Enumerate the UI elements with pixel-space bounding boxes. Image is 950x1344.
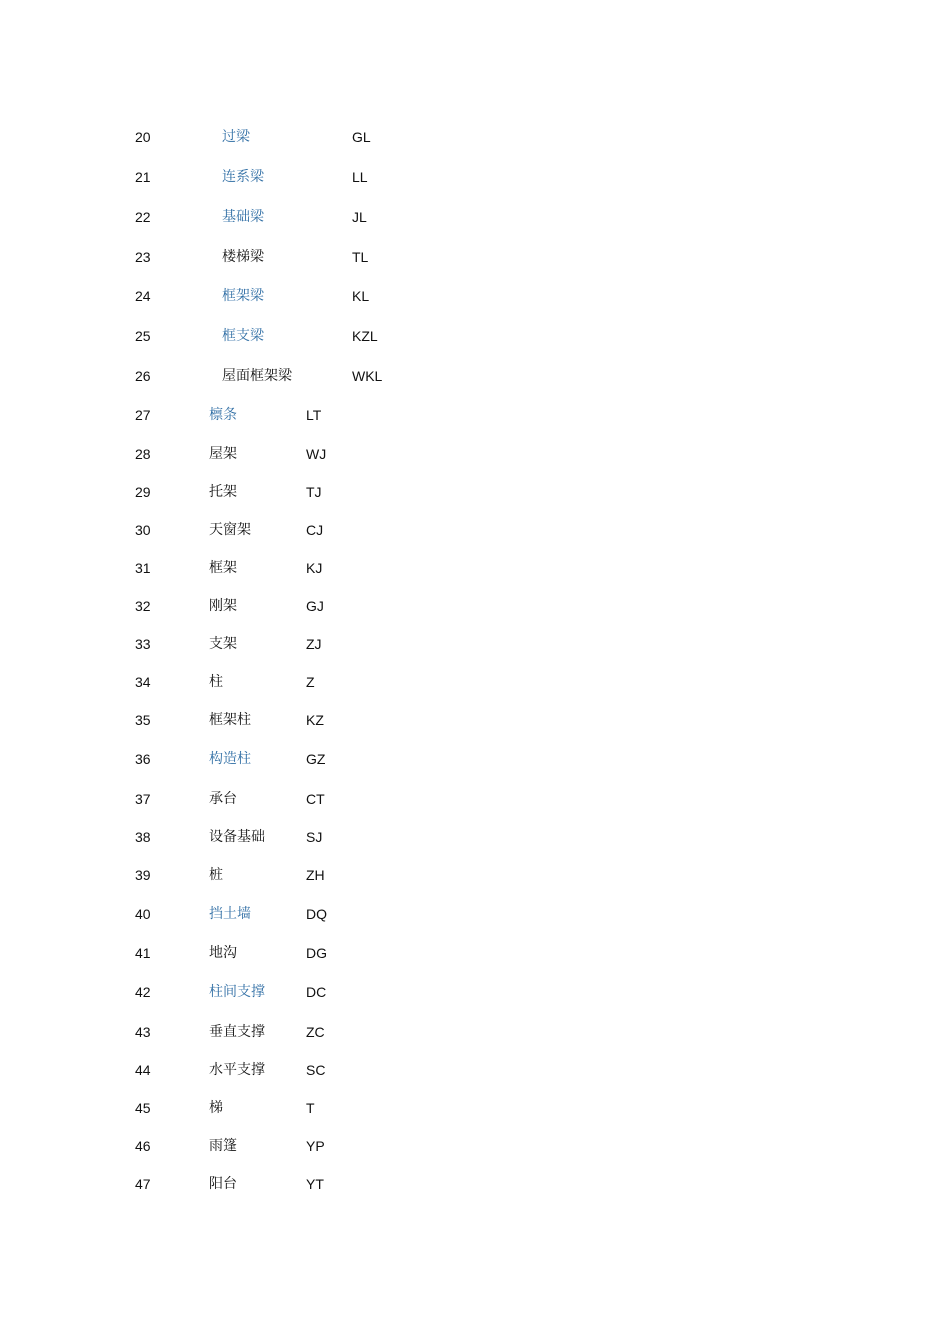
row-number: 31	[135, 560, 151, 576]
component-code: WKL	[352, 368, 383, 384]
table-row	[0, 482, 950, 502]
component-code: WJ	[306, 446, 327, 462]
component-code: TJ	[306, 484, 322, 500]
component-code: CJ	[306, 522, 324, 538]
component-name: 托架	[209, 484, 237, 500]
table-row	[0, 366, 950, 386]
row-number: 22	[135, 209, 151, 225]
component-name: 地沟	[209, 945, 237, 961]
table-row	[0, 827, 950, 847]
table-row	[0, 865, 950, 885]
component-code: YT	[306, 1176, 324, 1192]
table-row	[0, 520, 950, 540]
table-row	[0, 749, 950, 769]
component-name-link[interactable]: 基础梁	[222, 209, 264, 225]
component-code: T	[306, 1100, 315, 1116]
row-number: 24	[135, 288, 151, 304]
component-code: SJ	[306, 829, 323, 845]
row-number: 46	[135, 1138, 151, 1154]
table-row	[0, 672, 950, 692]
row-number: 45	[135, 1100, 151, 1116]
component-name: 屋架	[209, 446, 237, 462]
component-name: 柱	[209, 674, 223, 690]
component-code: KL	[352, 288, 370, 304]
row-number: 20	[135, 129, 151, 145]
row-number: 47	[135, 1176, 151, 1192]
component-code: ZH	[306, 867, 325, 883]
component-name: 梯	[209, 1100, 223, 1116]
table-row	[0, 904, 950, 924]
row-number: 23	[135, 249, 151, 265]
component-code: GL	[352, 129, 371, 145]
component-code: DC	[306, 984, 327, 1000]
table-row	[0, 1136, 950, 1156]
row-number: 28	[135, 446, 151, 462]
table-row	[0, 982, 950, 1002]
component-name: 框架	[209, 560, 237, 576]
component-name-link[interactable]: 过梁	[222, 129, 250, 145]
table-row	[0, 444, 950, 464]
row-number: 41	[135, 945, 151, 961]
row-number: 27	[135, 407, 151, 423]
row-number: 42	[135, 984, 151, 1000]
table-row	[0, 405, 950, 425]
row-number: 21	[135, 169, 151, 185]
component-code: ZC	[306, 1024, 325, 1040]
component-name: 垂直支撑	[209, 1024, 265, 1040]
row-number: 33	[135, 636, 151, 652]
component-name: 桩	[209, 867, 223, 883]
row-number: 30	[135, 522, 151, 538]
table-row	[0, 127, 950, 147]
component-code: YP	[306, 1138, 325, 1154]
component-code: TL	[352, 249, 369, 265]
component-name: 设备基础	[209, 829, 265, 845]
component-code: JL	[352, 209, 367, 225]
table-row	[0, 558, 950, 578]
row-number: 29	[135, 484, 151, 500]
component-name: 框架柱	[209, 712, 251, 728]
table-row	[0, 1174, 950, 1194]
component-code: KZ	[306, 712, 324, 728]
row-number: 43	[135, 1024, 151, 1040]
component-code: LL	[352, 169, 368, 185]
component-code: DG	[306, 945, 327, 961]
table-row	[0, 789, 950, 809]
component-code: SC	[306, 1062, 326, 1078]
table-row	[0, 167, 950, 187]
component-code: DQ	[306, 906, 327, 922]
table-row	[0, 247, 950, 267]
table-row	[0, 710, 950, 730]
component-code: Z	[306, 674, 315, 690]
row-number: 40	[135, 906, 151, 922]
row-number: 38	[135, 829, 151, 845]
component-name: 屋面框架梁	[222, 368, 292, 384]
table-row	[0, 326, 950, 346]
table-row	[0, 596, 950, 616]
component-name: 阳台	[209, 1176, 237, 1192]
component-name: 水平支撑	[209, 1062, 265, 1078]
component-code: LT	[306, 407, 322, 423]
component-name: 天窗架	[209, 522, 251, 538]
component-name: 刚架	[209, 598, 237, 614]
row-number: 35	[135, 712, 151, 728]
row-number: 32	[135, 598, 151, 614]
component-name: 雨篷	[209, 1138, 237, 1154]
component-code: KJ	[306, 560, 323, 576]
component-name-link[interactable]: 檩条	[209, 407, 237, 423]
row-number: 39	[135, 867, 151, 883]
row-number: 25	[135, 328, 151, 344]
row-number: 37	[135, 791, 151, 807]
table-row	[0, 634, 950, 654]
component-name: 承台	[209, 791, 237, 807]
row-number: 44	[135, 1062, 151, 1078]
component-name-link[interactable]: 连系梁	[222, 169, 264, 185]
component-name-link[interactable]: 构造柱	[209, 751, 251, 767]
row-number: 34	[135, 674, 151, 690]
table-row	[0, 1060, 950, 1080]
component-code: GZ	[306, 751, 326, 767]
table-row	[0, 207, 950, 227]
table-row	[0, 943, 950, 963]
component-code: KZL	[352, 328, 378, 344]
component-name: 楼梯梁	[222, 249, 264, 265]
component-name-link[interactable]: 框支梁	[222, 328, 264, 344]
component-name-link[interactable]: 框架梁	[222, 288, 264, 304]
table-row	[0, 286, 950, 306]
table-row	[0, 1022, 950, 1042]
component-code: ZJ	[306, 636, 322, 652]
component-code: CT	[306, 791, 325, 807]
table-row	[0, 1098, 950, 1118]
component-name-link[interactable]: 柱间支撑	[209, 984, 265, 1000]
component-name-link[interactable]: 挡土墙	[209, 906, 251, 922]
component-name: 支架	[209, 636, 237, 652]
row-number: 26	[135, 368, 151, 384]
row-number: 36	[135, 751, 151, 767]
component-code: GJ	[306, 598, 324, 614]
